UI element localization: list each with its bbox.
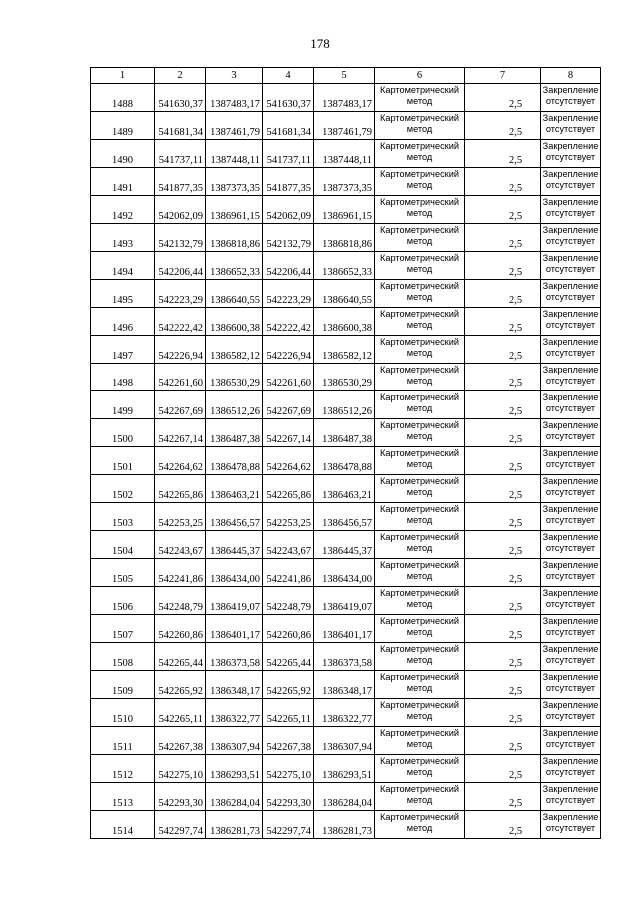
cell-x-coordinate-2: 541877,35 <box>263 167 314 195</box>
cell-fixation: Закрепление отсутствует <box>541 307 601 335</box>
cell-point-number: 1495 <box>91 279 155 307</box>
cell-x-coordinate-2: 542222,42 <box>263 307 314 335</box>
cell-point-number: 1499 <box>91 391 155 419</box>
cell-y-coordinate: 1386434,00 <box>206 559 263 587</box>
cell-method: Картометрический метод <box>375 643 465 671</box>
cell-point-number: 1512 <box>91 754 155 782</box>
cell-fixation: Закрепление отсутствует <box>541 475 601 503</box>
cell-point-number: 1502 <box>91 475 155 503</box>
cell-point-number: 1507 <box>91 615 155 643</box>
cell-point-number: 1488 <box>91 84 155 112</box>
cell-fixation: Закрепление отсутствует <box>541 111 601 139</box>
header-cell-7: 7 <box>465 68 541 84</box>
cell-method: Картометрический метод <box>375 419 465 447</box>
cell-accuracy: 2,5 <box>465 167 541 195</box>
cell-method: Картометрический метод <box>375 223 465 251</box>
cell-y-coordinate: 1386401,17 <box>206 615 263 643</box>
cell-x-coordinate-2: 542267,38 <box>263 726 314 754</box>
header-cell-1: 1 <box>91 68 155 84</box>
cell-method: Картометрический метод <box>375 363 465 391</box>
cell-x-coordinate: 542265,44 <box>155 643 206 671</box>
cell-x-coordinate: 542297,74 <box>155 810 206 838</box>
cell-x-coordinate: 542062,09 <box>155 195 206 223</box>
cell-x-coordinate: 542260,86 <box>155 615 206 643</box>
cell-y-coordinate: 1386478,88 <box>206 447 263 475</box>
cell-method: Картометрический метод <box>375 782 465 810</box>
cell-y-coordinate-2: 1387448,11 <box>314 139 375 167</box>
cell-x-coordinate: 542223,29 <box>155 279 206 307</box>
cell-x-coordinate: 542265,86 <box>155 475 206 503</box>
cell-method: Картометрический метод <box>375 279 465 307</box>
cell-x-coordinate: 542222,42 <box>155 307 206 335</box>
cell-accuracy: 2,5 <box>465 782 541 810</box>
cell-point-number: 1513 <box>91 782 155 810</box>
cell-x-coordinate: 542243,67 <box>155 531 206 559</box>
cell-method: Картометрический метод <box>375 335 465 363</box>
cell-point-number: 1498 <box>91 363 155 391</box>
cell-accuracy: 2,5 <box>465 531 541 559</box>
cell-y-coordinate-2: 1386322,77 <box>314 698 375 726</box>
cell-method: Картометрический метод <box>375 559 465 587</box>
cell-y-coordinate-2: 1386293,51 <box>314 754 375 782</box>
cell-method: Картометрический метод <box>375 475 465 503</box>
cell-fixation: Закрепление отсутствует <box>541 139 601 167</box>
cell-x-coordinate-2: 542265,86 <box>263 475 314 503</box>
table-row <box>91 167 601 195</box>
cell-y-coordinate: 1386582,12 <box>206 335 263 363</box>
cell-y-coordinate-2: 1386600,38 <box>314 307 375 335</box>
cell-method: Картометрический метод <box>375 615 465 643</box>
cell-point-number: 1514 <box>91 810 155 838</box>
cell-x-coordinate: 541681,34 <box>155 111 206 139</box>
table-row <box>91 754 601 782</box>
cell-y-coordinate: 1386487,38 <box>206 419 263 447</box>
cell-fixation: Закрепление отсутствует <box>541 195 601 223</box>
table-row <box>91 698 601 726</box>
cell-accuracy: 2,5 <box>465 139 541 167</box>
cell-y-coordinate-2: 1386961,15 <box>314 195 375 223</box>
cell-y-coordinate-2: 1386281,73 <box>314 810 375 838</box>
cell-accuracy: 2,5 <box>465 195 541 223</box>
cell-y-coordinate-2: 1386652,33 <box>314 251 375 279</box>
cell-y-coordinate: 1386652,33 <box>206 251 263 279</box>
cell-x-coordinate-2: 542243,67 <box>263 531 314 559</box>
cell-accuracy: 2,5 <box>465 726 541 754</box>
cell-point-number: 1504 <box>91 531 155 559</box>
header-cell-5: 5 <box>314 68 375 84</box>
cell-x-coordinate-2: 542132,79 <box>263 223 314 251</box>
cell-x-coordinate-2: 542265,44 <box>263 643 314 671</box>
cell-y-coordinate: 1386281,73 <box>206 810 263 838</box>
cell-fixation: Закрепление отсутствует <box>541 279 601 307</box>
cell-method: Картометрический метод <box>375 754 465 782</box>
table-row <box>91 615 601 643</box>
cell-y-coordinate-2: 1386307,94 <box>314 726 375 754</box>
cell-fixation: Закрепление отсутствует <box>541 559 601 587</box>
table-row <box>91 503 601 531</box>
cell-accuracy: 2,5 <box>465 84 541 112</box>
cell-y-coordinate-2: 1386434,00 <box>314 559 375 587</box>
cell-x-coordinate-2: 542267,14 <box>263 419 314 447</box>
cell-fixation: Закрепление отсутствует <box>541 391 601 419</box>
cell-fixation: Закрепление отсутствует <box>541 223 601 251</box>
cell-fixation: Закрепление отсутствует <box>541 363 601 391</box>
cell-y-coordinate-2: 1386512,26 <box>314 391 375 419</box>
cell-y-coordinate-2: 1387461,79 <box>314 111 375 139</box>
cell-point-number: 1509 <box>91 671 155 699</box>
table-row <box>91 335 601 363</box>
cell-y-coordinate-2: 1386445,37 <box>314 531 375 559</box>
cell-x-coordinate: 542264,62 <box>155 447 206 475</box>
cell-y-coordinate-2: 1387483,17 <box>314 84 375 112</box>
cell-method: Картометрический метод <box>375 195 465 223</box>
cell-point-number: 1503 <box>91 503 155 531</box>
cell-x-coordinate: 542132,79 <box>155 223 206 251</box>
table-row <box>91 307 601 335</box>
cell-accuracy: 2,5 <box>465 587 541 615</box>
cell-method: Картометрический метод <box>375 671 465 699</box>
table-row <box>91 643 601 671</box>
header-cell-6: 6 <box>375 68 465 84</box>
cell-x-coordinate: 542267,38 <box>155 726 206 754</box>
cell-point-number: 1494 <box>91 251 155 279</box>
table-row <box>91 279 601 307</box>
cell-fixation: Закрепление отсутствует <box>541 643 601 671</box>
table-row <box>91 363 601 391</box>
header-cell-2: 2 <box>155 68 206 84</box>
cell-y-coordinate: 1386348,17 <box>206 671 263 699</box>
table-row <box>91 671 601 699</box>
cell-x-coordinate-2: 542260,86 <box>263 615 314 643</box>
cell-x-coordinate-2: 542293,30 <box>263 782 314 810</box>
cell-point-number: 1497 <box>91 335 155 363</box>
cell-accuracy: 2,5 <box>465 475 541 503</box>
cell-method: Картометрический метод <box>375 307 465 335</box>
cell-method: Картометрический метод <box>375 251 465 279</box>
cell-accuracy: 2,5 <box>465 810 541 838</box>
cell-fixation: Закрепление отсутствует <box>541 531 601 559</box>
cell-x-coordinate-2: 542297,74 <box>263 810 314 838</box>
cell-y-coordinate-2: 1386530,29 <box>314 363 375 391</box>
cell-x-coordinate-2: 542062,09 <box>263 195 314 223</box>
cell-y-coordinate: 1386600,38 <box>206 307 263 335</box>
cell-x-coordinate: 542248,79 <box>155 587 206 615</box>
cell-point-number: 1493 <box>91 223 155 251</box>
cell-y-coordinate: 1386307,94 <box>206 726 263 754</box>
cell-x-coordinate: 541737,11 <box>155 139 206 167</box>
table-row <box>91 195 601 223</box>
table-row <box>91 447 601 475</box>
cell-x-coordinate-2: 541737,11 <box>263 139 314 167</box>
cell-point-number: 1496 <box>91 307 155 335</box>
cell-x-coordinate: 542261,60 <box>155 363 206 391</box>
page-number: 178 <box>310 36 330 51</box>
cell-x-coordinate: 541877,35 <box>155 167 206 195</box>
cell-x-coordinate: 542206,44 <box>155 251 206 279</box>
cell-y-coordinate-2: 1386373,58 <box>314 643 375 671</box>
cell-y-coordinate: 1386284,04 <box>206 782 263 810</box>
cell-y-coordinate: 1387483,17 <box>206 84 263 112</box>
cell-fixation: Закрепление отсутствует <box>541 671 601 699</box>
cell-accuracy: 2,5 <box>465 111 541 139</box>
cell-method: Картометрический метод <box>375 587 465 615</box>
cell-method: Картометрический метод <box>375 810 465 838</box>
cell-y-coordinate-2: 1386463,21 <box>314 475 375 503</box>
cell-x-coordinate: 542226,94 <box>155 335 206 363</box>
cell-accuracy: 2,5 <box>465 447 541 475</box>
cell-x-coordinate-2: 542226,94 <box>263 335 314 363</box>
table-row <box>91 587 601 615</box>
cell-accuracy: 2,5 <box>465 223 541 251</box>
cell-accuracy: 2,5 <box>465 503 541 531</box>
cell-y-coordinate: 1386445,37 <box>206 531 263 559</box>
cell-fixation: Закрепление отсутствует <box>541 335 601 363</box>
cell-x-coordinate-2: 541630,37 <box>263 84 314 112</box>
cell-method: Картометрический метод <box>375 84 465 112</box>
cell-method: Картометрический метод <box>375 167 465 195</box>
cell-fixation: Закрепление отсутствует <box>541 503 601 531</box>
cell-x-coordinate-2: 542253,25 <box>263 503 314 531</box>
table-row <box>91 111 601 139</box>
cell-point-number: 1490 <box>91 139 155 167</box>
cell-fixation: Закрепление отсутствует <box>541 615 601 643</box>
table-row <box>91 531 601 559</box>
cell-accuracy: 2,5 <box>465 615 541 643</box>
cell-fixation: Закрепление отсутствует <box>541 447 601 475</box>
cell-y-coordinate: 1386293,51 <box>206 754 263 782</box>
cell-y-coordinate: 1386530,29 <box>206 363 263 391</box>
cell-method: Картометрический метод <box>375 139 465 167</box>
cell-accuracy: 2,5 <box>465 643 541 671</box>
cell-point-number: 1508 <box>91 643 155 671</box>
cell-x-coordinate: 542265,92 <box>155 671 206 699</box>
cell-y-coordinate-2: 1386456,57 <box>314 503 375 531</box>
cell-y-coordinate: 1386463,21 <box>206 475 263 503</box>
cell-y-coordinate-2: 1386401,17 <box>314 615 375 643</box>
cell-x-coordinate-2: 542261,60 <box>263 363 314 391</box>
cell-fixation: Закрепление отсутствует <box>541 587 601 615</box>
table-body <box>91 68 601 839</box>
cell-y-coordinate: 1386373,58 <box>206 643 263 671</box>
cell-x-coordinate: 542253,25 <box>155 503 206 531</box>
table-row <box>91 475 601 503</box>
cell-x-coordinate-2: 542206,44 <box>263 251 314 279</box>
cell-point-number: 1500 <box>91 419 155 447</box>
cell-point-number: 1510 <box>91 698 155 726</box>
cell-fixation: Закрепление отсутствует <box>541 251 601 279</box>
cell-point-number: 1489 <box>91 111 155 139</box>
cell-y-coordinate-2: 1386284,04 <box>314 782 375 810</box>
cell-method: Картометрический метод <box>375 447 465 475</box>
cell-method: Картометрический метод <box>375 503 465 531</box>
cell-method: Картометрический метод <box>375 111 465 139</box>
table-row <box>91 251 601 279</box>
table-row <box>91 810 601 838</box>
cell-x-coordinate-2: 542223,29 <box>263 279 314 307</box>
cell-y-coordinate-2: 1386419,07 <box>314 587 375 615</box>
cell-y-coordinate-2: 1386348,17 <box>314 671 375 699</box>
cell-x-coordinate-2: 542267,69 <box>263 391 314 419</box>
cell-y-coordinate-2: 1386818,86 <box>314 223 375 251</box>
cell-method: Картометрический метод <box>375 531 465 559</box>
cell-accuracy: 2,5 <box>465 559 541 587</box>
cell-y-coordinate-2: 1386640,55 <box>314 279 375 307</box>
cell-y-coordinate: 1386419,07 <box>206 587 263 615</box>
cell-x-coordinate: 541630,37 <box>155 84 206 112</box>
cell-fixation: Закрепление отсутствует <box>541 754 601 782</box>
cell-x-coordinate: 542293,30 <box>155 782 206 810</box>
cell-accuracy: 2,5 <box>465 754 541 782</box>
cell-fixation: Закрепление отсутствует <box>541 84 601 112</box>
cell-fixation: Закрепление отсутствует <box>541 167 601 195</box>
cell-accuracy: 2,5 <box>465 335 541 363</box>
cell-y-coordinate-2: 1386478,88 <box>314 447 375 475</box>
cell-y-coordinate: 1386818,86 <box>206 223 263 251</box>
cell-y-coordinate: 1387448,11 <box>206 139 263 167</box>
cell-y-coordinate: 1387373,35 <box>206 167 263 195</box>
header-cell-3: 3 <box>206 68 263 84</box>
cell-accuracy: 2,5 <box>465 698 541 726</box>
cell-accuracy: 2,5 <box>465 279 541 307</box>
table-row <box>91 391 601 419</box>
table-row <box>91 782 601 810</box>
cell-y-coordinate: 1386456,57 <box>206 503 263 531</box>
cell-x-coordinate: 542265,11 <box>155 698 206 726</box>
table-row <box>91 84 601 112</box>
cell-x-coordinate: 542241,86 <box>155 559 206 587</box>
cell-y-coordinate-2: 1387373,35 <box>314 167 375 195</box>
cell-point-number: 1511 <box>91 726 155 754</box>
cell-x-coordinate-2: 542265,92 <box>263 671 314 699</box>
table-row <box>91 139 601 167</box>
header-cell-4: 4 <box>263 68 314 84</box>
table-row <box>91 559 601 587</box>
cell-x-coordinate-2: 542275,10 <box>263 754 314 782</box>
cell-accuracy: 2,5 <box>465 671 541 699</box>
table-row <box>91 726 601 754</box>
cell-y-coordinate: 1386961,15 <box>206 195 263 223</box>
cell-fixation: Закрепление отсутствует <box>541 698 601 726</box>
cell-x-coordinate-2: 542241,86 <box>263 559 314 587</box>
cell-x-coordinate-2: 542248,79 <box>263 587 314 615</box>
cell-y-coordinate: 1386322,77 <box>206 698 263 726</box>
cell-x-coordinate: 542275,10 <box>155 754 206 782</box>
cell-accuracy: 2,5 <box>465 419 541 447</box>
cell-method: Картометрический метод <box>375 391 465 419</box>
cell-method: Картометрический метод <box>375 726 465 754</box>
cell-x-coordinate-2: 542265,11 <box>263 698 314 726</box>
cell-fixation: Закрепление отсутствует <box>541 810 601 838</box>
cell-y-coordinate-2: 1386582,12 <box>314 335 375 363</box>
cell-x-coordinate: 542267,14 <box>155 419 206 447</box>
cell-accuracy: 2,5 <box>465 391 541 419</box>
table-header-row <box>91 68 601 84</box>
cell-x-coordinate: 542267,69 <box>155 391 206 419</box>
cell-accuracy: 2,5 <box>465 307 541 335</box>
cell-y-coordinate: 1386640,55 <box>206 279 263 307</box>
cell-y-coordinate: 1386512,26 <box>206 391 263 419</box>
table-row <box>91 419 601 447</box>
cell-point-number: 1506 <box>91 587 155 615</box>
cell-x-coordinate-2: 541681,34 <box>263 111 314 139</box>
coordinates-table <box>90 67 601 839</box>
cell-method: Картометрический метод <box>375 698 465 726</box>
cell-point-number: 1501 <box>91 447 155 475</box>
cell-fixation: Закрепление отсутствует <box>541 419 601 447</box>
cell-point-number: 1491 <box>91 167 155 195</box>
cell-fixation: Закрепление отсутствует <box>541 782 601 810</box>
cell-point-number: 1492 <box>91 195 155 223</box>
cell-accuracy: 2,5 <box>465 363 541 391</box>
cell-y-coordinate: 1387461,79 <box>206 111 263 139</box>
table-row <box>91 223 601 251</box>
cell-fixation: Закрепление отсутствует <box>541 726 601 754</box>
cell-y-coordinate-2: 1386487,38 <box>314 419 375 447</box>
cell-x-coordinate-2: 542264,62 <box>263 447 314 475</box>
cell-accuracy: 2,5 <box>465 251 541 279</box>
header-cell-8: 8 <box>541 68 601 84</box>
cell-point-number: 1505 <box>91 559 155 587</box>
